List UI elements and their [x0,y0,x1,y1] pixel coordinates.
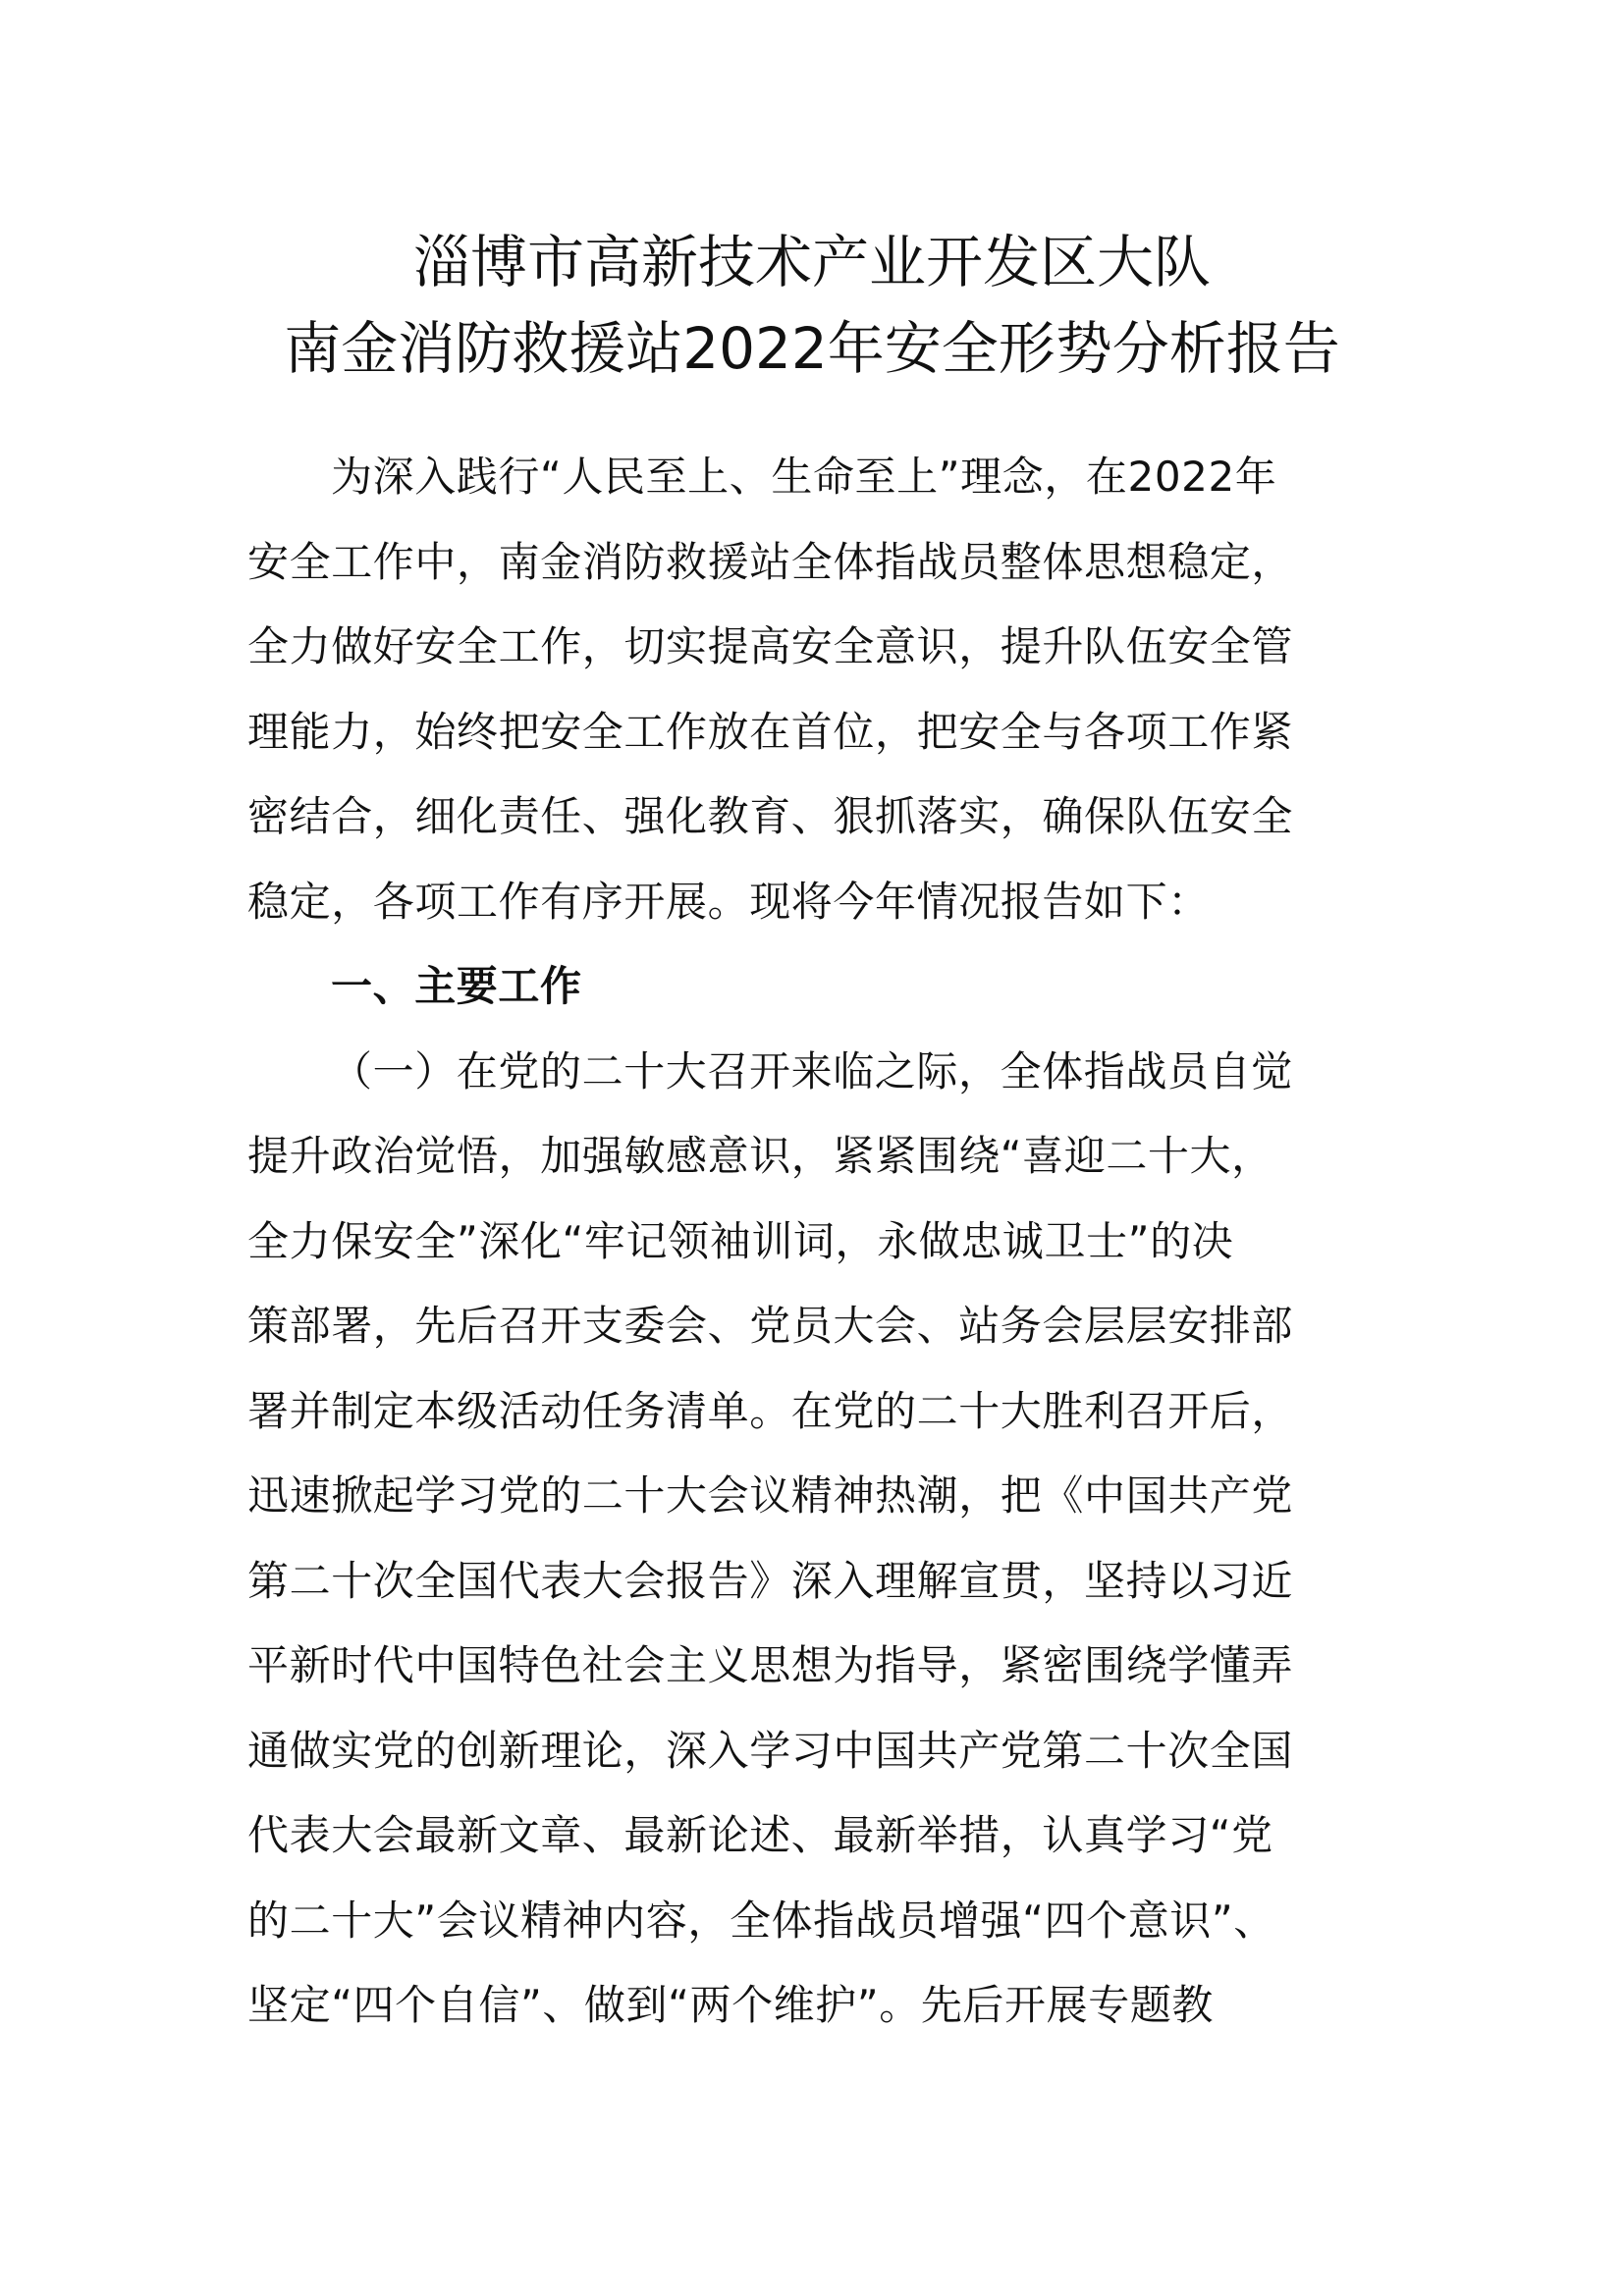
paragraph-line: 密结合，细化责任、强化教育、狠抓落实，确保队伍安全 [247,792,1294,840]
paragraph-line: 平新时代中国特色社会主义思想为指导，紧密围绕学懂弄 [247,1641,1294,1689]
paragraph-line: 代表大会最新文章、最新论述、最新举措，认真学习“党 [247,1811,1273,1859]
paragraph-line: 稳定，各项工作有序开展。现将今年情况报告如下： [247,878,1210,926]
paragraph-line: 坚定“四个自信”、做到“两个维护”。先后开展专题教 [247,1981,1215,2029]
document-title-line-2: 南金消防救援站2022年安全形势分析报告 [284,315,1340,382]
section-heading: 一、主要工作 [331,962,582,1010]
paragraph-line: （一）在党的二十大召开来临之际，全体指战员自觉 [331,1047,1293,1095]
paragraph-line: 署并制定本级活动任务清单。在党的二十大胜利召开后， [247,1387,1294,1435]
paragraph-line: 为深入践行“人民至上、生命至上”理念，在2022年 [331,453,1277,501]
paragraph-line: 全力做好安全工作，切实提高安全意识，提升队伍安全管 [247,622,1294,670]
paragraph-line: 全力保安全”深化“牢记领袖训词，永做忠诚卫士”的决 [247,1217,1234,1265]
paragraph-line: 迅速掀起学习党的二十大会议精神热潮，把《中国共产党 [247,1471,1294,1520]
paragraph-line: 通做实党的创新理论，深入学习中国共产党第二十次全国 [247,1727,1294,1775]
paragraph-line: 理能力，始终把安全工作放在首位，把安全与各项工作紧 [247,708,1294,756]
paragraph-line: 策部署，先后召开支委会、党员大会、站务会层层安排部 [247,1302,1294,1350]
document-title-line-1: 淄博市高新技术产业开发区大队 [412,229,1211,295]
paragraph-line: 第二十次全国代表大会报告》深入理解宣贯，坚持以习近 [247,1557,1294,1605]
paragraph-line: 的二十大”会议精神内容，全体指战员增强“四个意识”、 [247,1896,1275,1945]
paragraph-line: 安全工作中，南金消防救援站全体指战员整体思想稳定， [247,538,1294,586]
paragraph-line: 提升政治觉悟，加强敏感意识，紧紧围绕“喜迎二十大， [247,1132,1273,1180]
